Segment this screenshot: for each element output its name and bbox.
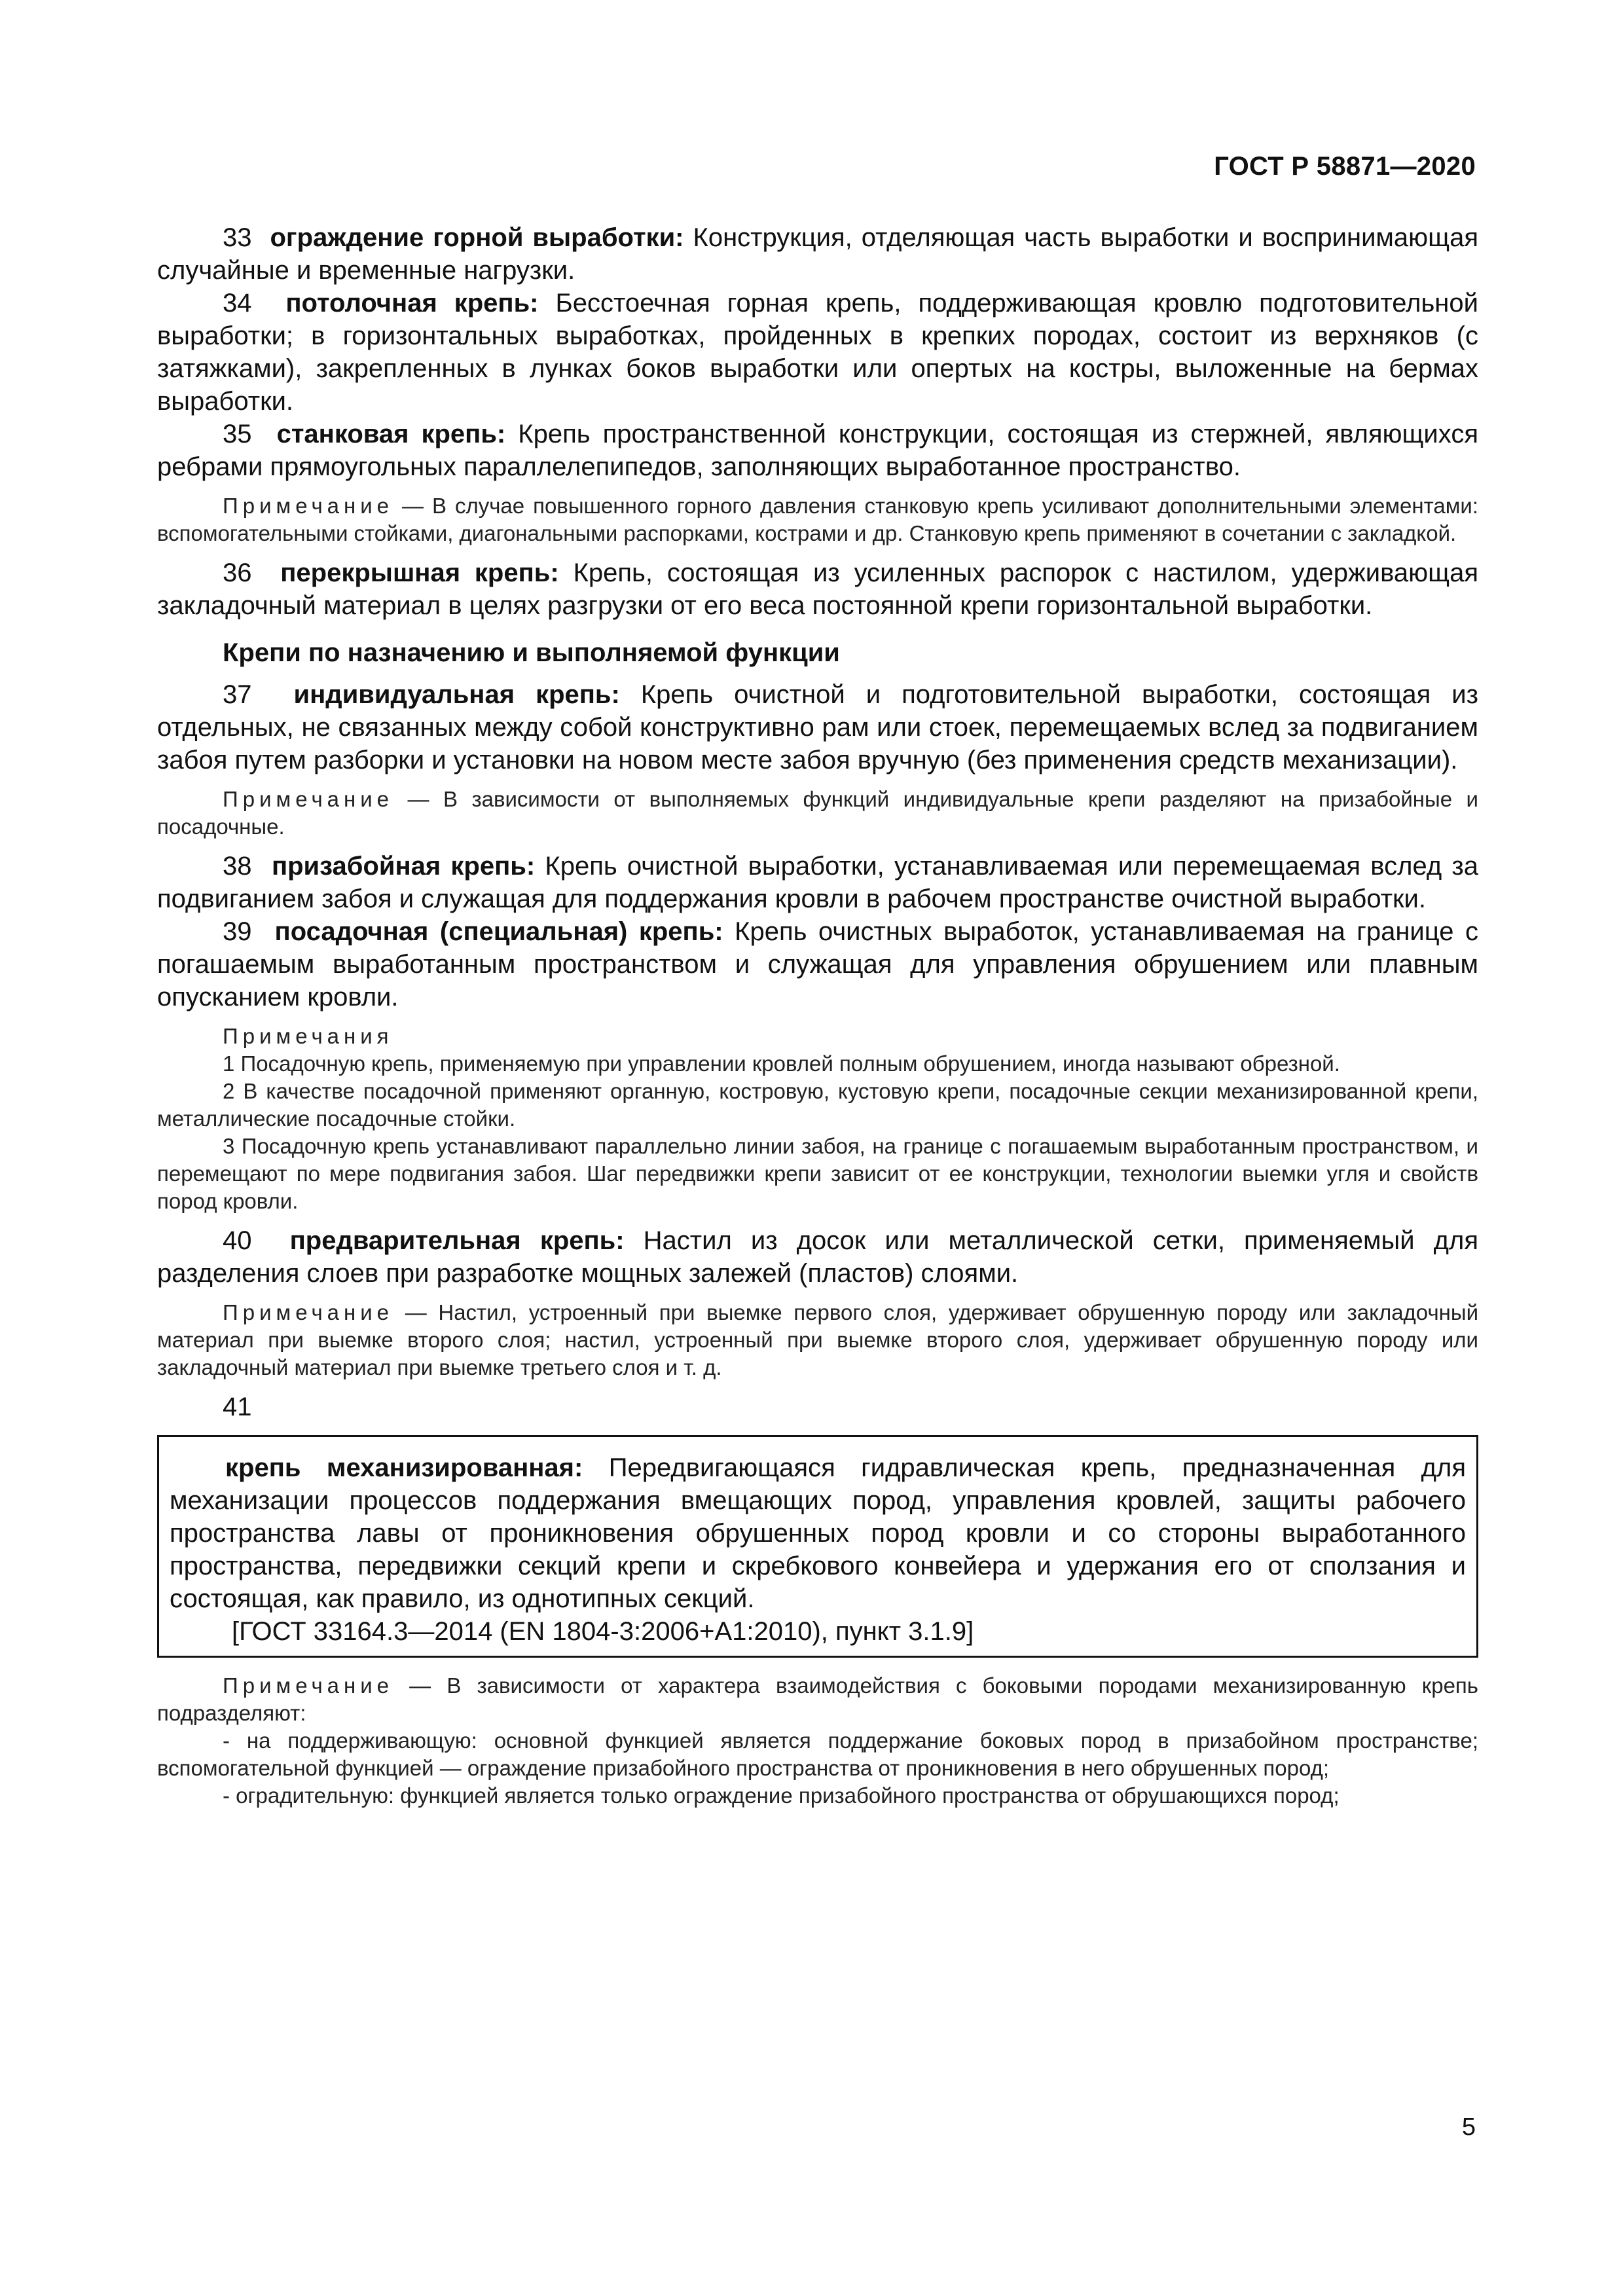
term-entry-38 [157, 850, 1478, 915]
entry-number: 34 [223, 289, 252, 318]
term-entry-41 [170, 1451, 1466, 1615]
entry-definition: Крепь очистной и подготовительной выработки, состоящая из отдельных, не связанных между собой конструктивно рам или стоек, перемещаемых вслед за подвиганием забоя путем разборки и установки на новом месте забоя вручную (без применения средств механизации). [157, 680, 1478, 774]
note-35 [157, 492, 1478, 547]
entry-definition: Крепь пространственной конструкции, состоящая из стержней, являющихся ребрами прямоугольных параллелепипедов, заполняющих выработанное пространство. [157, 420, 1478, 481]
term-entry-34 [157, 287, 1478, 418]
note-text: — В зависимости от выполняемых функций индивидуальные крепи разделяют на призабойные и посадочные. [157, 787, 1478, 839]
notes-39-label [157, 1023, 1478, 1050]
entry-term: посадочная (специальная) крепь: [274, 917, 723, 946]
entry-term: индивидуальная крепь: [293, 680, 620, 709]
entry-number: 37 [223, 680, 252, 709]
entry-number: 36 [223, 558, 252, 587]
entry-definition: Крепь очистной выработки, устанавливаемая или перемещаемая вслед за подвиганием забоя и служащая для поддержания кровли в рабочем пространстве очистной выработки. [157, 852, 1478, 913]
note-item: - на поддерживающую: основной функцией является поддержание боковых пород в призабойном пространстве; вспомогательной функцией — ограждение призабойного пространства от проникновения в него обрушенных пород; [157, 1728, 1478, 1780]
note-41 [157, 1672, 1478, 1727]
entry-definition: Передвигающаяся гидравлическая крепь, предназначенная для механизации процессов поддержания вмещающих пород, управления кровлей, защиты рабочего пространства лавы от проникновения обрушенных пород кровли и со стороны выработанного пространства, передвижки секций крепи и скребкового конвейера и удержания его от сползания и состоящая, как правило, из однотипных секций. [170, 1453, 1466, 1613]
entry-number: 38 [223, 852, 252, 881]
document-body [157, 221, 1478, 1810]
entry-number: 39 [223, 917, 252, 946]
entry-term: потолочная крепь: [285, 289, 539, 318]
entry-term: перекрышная крепь: [280, 558, 559, 587]
term-entry-39 [157, 915, 1478, 1013]
note-label: Примечание [223, 1300, 394, 1324]
note-text: — В случае повышенного горного давления станковую крепь усиливают дополнительными элементами: вспомогательными стойками, диагональными распорками, кострами и др. Станковую крепь применяют в сочетании с закладкой. [157, 494, 1479, 545]
note-label: Примечания [223, 1024, 393, 1048]
document-id: ГОСТ Р 58871—2020 [1214, 152, 1476, 181]
note-item: 3 Посадочную крепь устанавливают параллельно линии забоя, на границе с погашаемым выработанным пространством, и перемещают по мере подвигания забоя. Шаг передвижки крепи зависит от ее конструкции, технологии выемки угля и свойств пород кровли. [157, 1134, 1478, 1213]
entry-term: предварительная крепь: [289, 1226, 625, 1255]
note-label: Примечание [223, 787, 394, 811]
note-item: 2 В качестве посадочной применяют органную, костровую, кустовую крепи, посадочные секции механизированной крепи, металлические посадочные стойки. [157, 1079, 1478, 1131]
entry-term: станковая крепь: [276, 420, 506, 448]
entry-number: 33 [223, 223, 252, 252]
quoted-definition-box [157, 1435, 1478, 1658]
term-entry-36 [157, 556, 1478, 622]
term-entry-35 [157, 418, 1478, 483]
note-40 [157, 1299, 1478, 1381]
entry-definition: Крепь очистных выработок, устанавливаемая на границе с погашаемым выработанным пространством и служащая для управления обрушением или плавным опусканием кровли. [157, 917, 1478, 1011]
page-number: 5 [1461, 2113, 1476, 2141]
entry-number-41: 41 [223, 1393, 252, 1421]
note-label: Примечание [223, 494, 394, 518]
term-entry-33 [157, 221, 1478, 287]
note-37 [157, 786, 1478, 841]
note-item: 1 Посадочную крепь, применяемую при управлении кровлей полным обрушением, иногда называют обрезной. [223, 1051, 1340, 1076]
note-text: — Настил, устроенный при выемке первого слоя, удерживает обрушенную породу или закладочный материал при выемке второго слоя; настил, устроенный при выемке второго слоя, удерживает обрушенную породу или закладочный материал при выемке третьего слоя и т. д. [157, 1300, 1479, 1379]
term-entry-40 [157, 1224, 1478, 1290]
note-item: - оградительную: функцией является только ограждение призабойного пространства от обрушающихся пород; [223, 1783, 1340, 1808]
entry-term: призабойная крепь: [271, 852, 536, 881]
entry-number: 35 [223, 420, 252, 448]
entry-definition: Бесстоечная горная крепь, поддерживающая кровлю подготовительной выработки; в горизонтальных выработках, пройденных в крепких породах, состоит из верхняков (с затяжками), закрепленных в лунках боков выработки или опертых на костры, выложенные на бермах выработки. [157, 289, 1478, 416]
definition-source: [ГОСТ 33164.3—2014 (EN 1804-3:2006+A1:2010), пункт 3.1.9] [232, 1617, 974, 1646]
entry-definition: Настил из досок или металлической сетки, применяемый для разделения слоев при разработке мощных залежей (пластов) слоями. [157, 1226, 1479, 1288]
note-label: Примечание [223, 1673, 394, 1698]
term-entry-37 [157, 678, 1478, 776]
entry-number: 40 [223, 1226, 252, 1255]
entry-term: крепь механизированная: [225, 1453, 583, 1482]
entry-definition: Конструкция, отделяющая часть выработки и воспринимающая случайные и временные нагрузки. [157, 223, 1478, 285]
entry-definition: Крепь, состоящая из усиленных распорок с настилом, удерживающая закладочный материал в целях разгрузки от его веса постоянной крепи горизонтальной выработки. [157, 558, 1478, 620]
section-subheading: Крепи по назначению и выполняемой функции [223, 638, 840, 667]
note-text: — В зависимости от характера взаимодействия с боковыми породами механизированную крепь подразделяют: [157, 1673, 1478, 1725]
entry-term: ограждение горной выработки: [270, 223, 684, 252]
